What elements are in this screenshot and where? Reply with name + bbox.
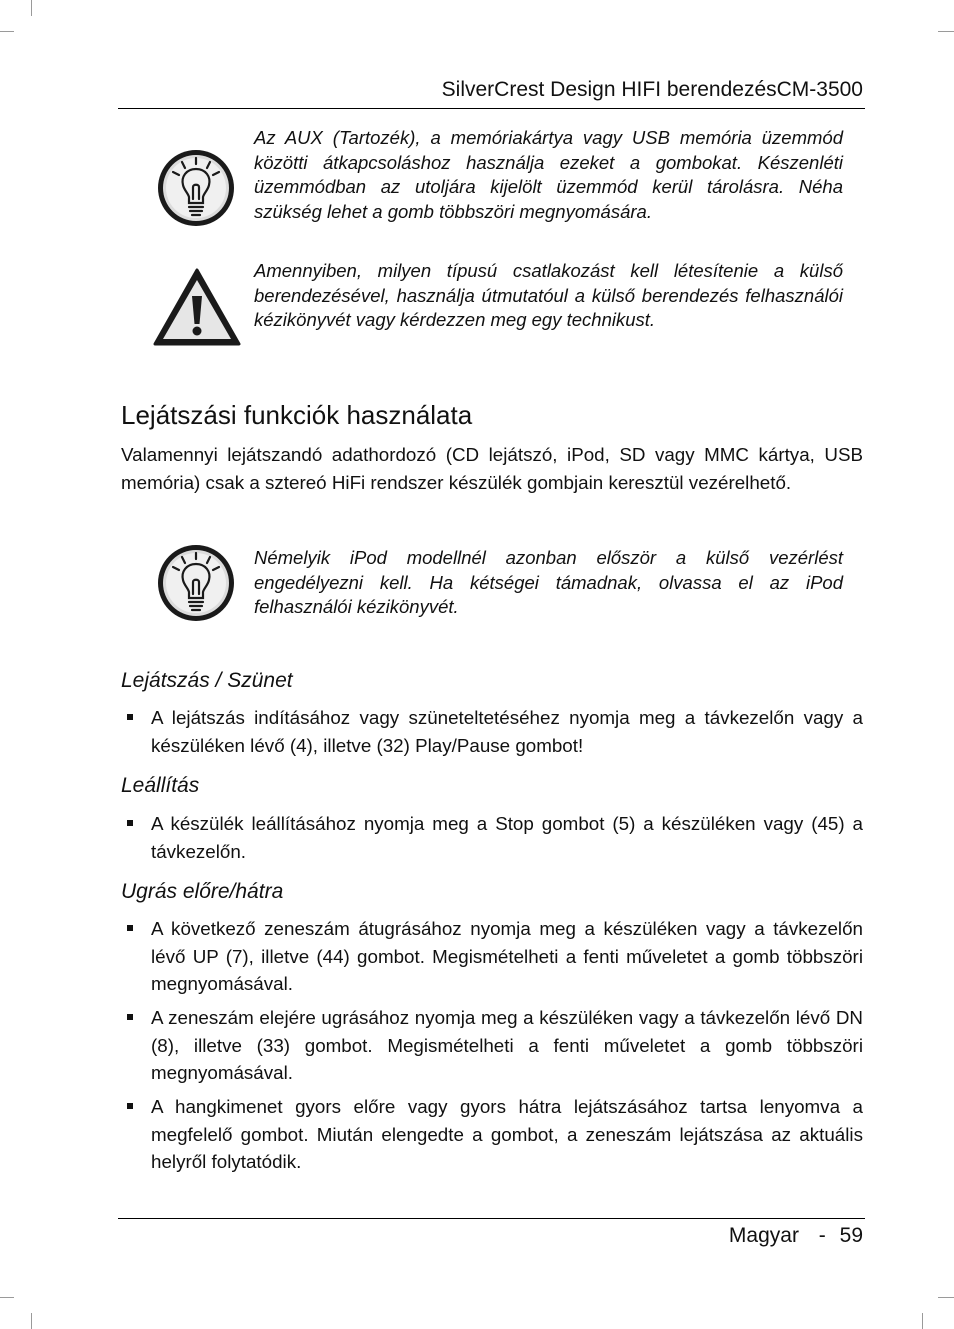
footer-language: Magyar [728,1224,799,1247]
crop-mark [938,31,954,32]
footer-separator: - [818,1224,826,1247]
list-item-text: A hangkimenet gyors előre vagy gyors hátra lejátszásához tartsa lenyomva a megfelelő gombot. Miután elengedte a gombot, a zeneszám lejátszása az aktuális helyről folytatódik. [151,1096,863,1172]
footer-rule [118,1218,865,1219]
section-intro: Valamennyi lejátszandó adathordozó (CD lejátszó, iPod, SD vagy MMC kártya, USB memória) csak a sztereó HiFi rendszer készülék gombjain keresztül vezérelhető. [121,444,863,493]
page-header-title: SilverCrest Design HIFI berendezésCM-3500 [441,78,863,101]
warning-icon [152,266,242,348]
crop-mark [922,1313,923,1329]
subsection-title-skip: Ugrás előre/hátra [121,880,284,903]
page-footer [118,1222,863,1250]
bullet-icon [127,820,133,826]
crop-mark [938,1297,954,1298]
bullet-icon [127,925,133,931]
bullet-icon [127,1014,133,1020]
page-number: 59 [839,1224,863,1247]
crop-mark [0,31,14,32]
list-item [121,915,863,998]
list-item [121,704,863,759]
crop-mark [0,1297,14,1298]
header-rule [118,108,865,109]
subsection-title-stop: Leállítás [121,774,200,797]
list-item-text: A következő zeneszám átugrásához nyomja meg a készüléken vagy a távkezelőn lévő UP (7), illetve (44) gombot. Megismételheti a fenti műveletet a gomb többszöri megnyomásával. [151,918,863,994]
lightbulb-icon [155,542,237,624]
list-item-text: A lejátszás indításához vagy szüneteltetéséhez nyomja meg a távkezelőn vagy a készüléken lévő (4), illetve (32) Play/Pause gombot! [151,707,863,756]
subsection-title-play-pause: Lejátszás / Szünet [121,669,293,692]
note-external-device-text: Amennyiben, milyen típusú csatlakozást kell létesítenie a külső berendezésével, használja útmutatóul a külső berendezés felhasználói kézikönyvét vagy kérdezzen meg egy technikust. [254,260,843,330]
note-ipod-text: Némelyik iPod modellnél azonban először a külső vezérlést engedélyezni kell. Ha kétségei támadnak, olvassa el az iPod felhasználói kézikönyvét. [254,547,843,617]
crop-mark [31,1313,32,1329]
lightbulb-icon [155,147,237,229]
list-item-text: A zeneszám elejére ugrásához nyomja meg a készüléken vagy a távkezelőn lévő DN (8), illetve (33) gombot. Megismételheti a fenti műveletet a gomb többszöri megnyomásával. [151,1007,863,1083]
crop-mark [31,0,32,16]
list-item [121,1004,863,1087]
bullet-icon [127,1103,133,1109]
list-item-text: A készülék leállításához nyomja meg a Stop gombot (5) a készüléken vagy (45) a távkezelőn. [151,813,863,862]
bullet-icon [127,714,133,720]
list-item [121,810,863,865]
section-title: Lejátszási funkciók használata [121,400,473,430]
list-item [121,1093,863,1176]
note-aux-switch-text: Az AUX (Tartozék), a memóriakártya vagy USB memória üzemmód közötti átkapcsoláshoz használja ezeket a gombokat. Készenléti üzemmódban az utoljára kijelölt üzemmód kerül tárolásra. Néha szükség lehet a gomb többszöri megnyomására. [254,127,843,222]
